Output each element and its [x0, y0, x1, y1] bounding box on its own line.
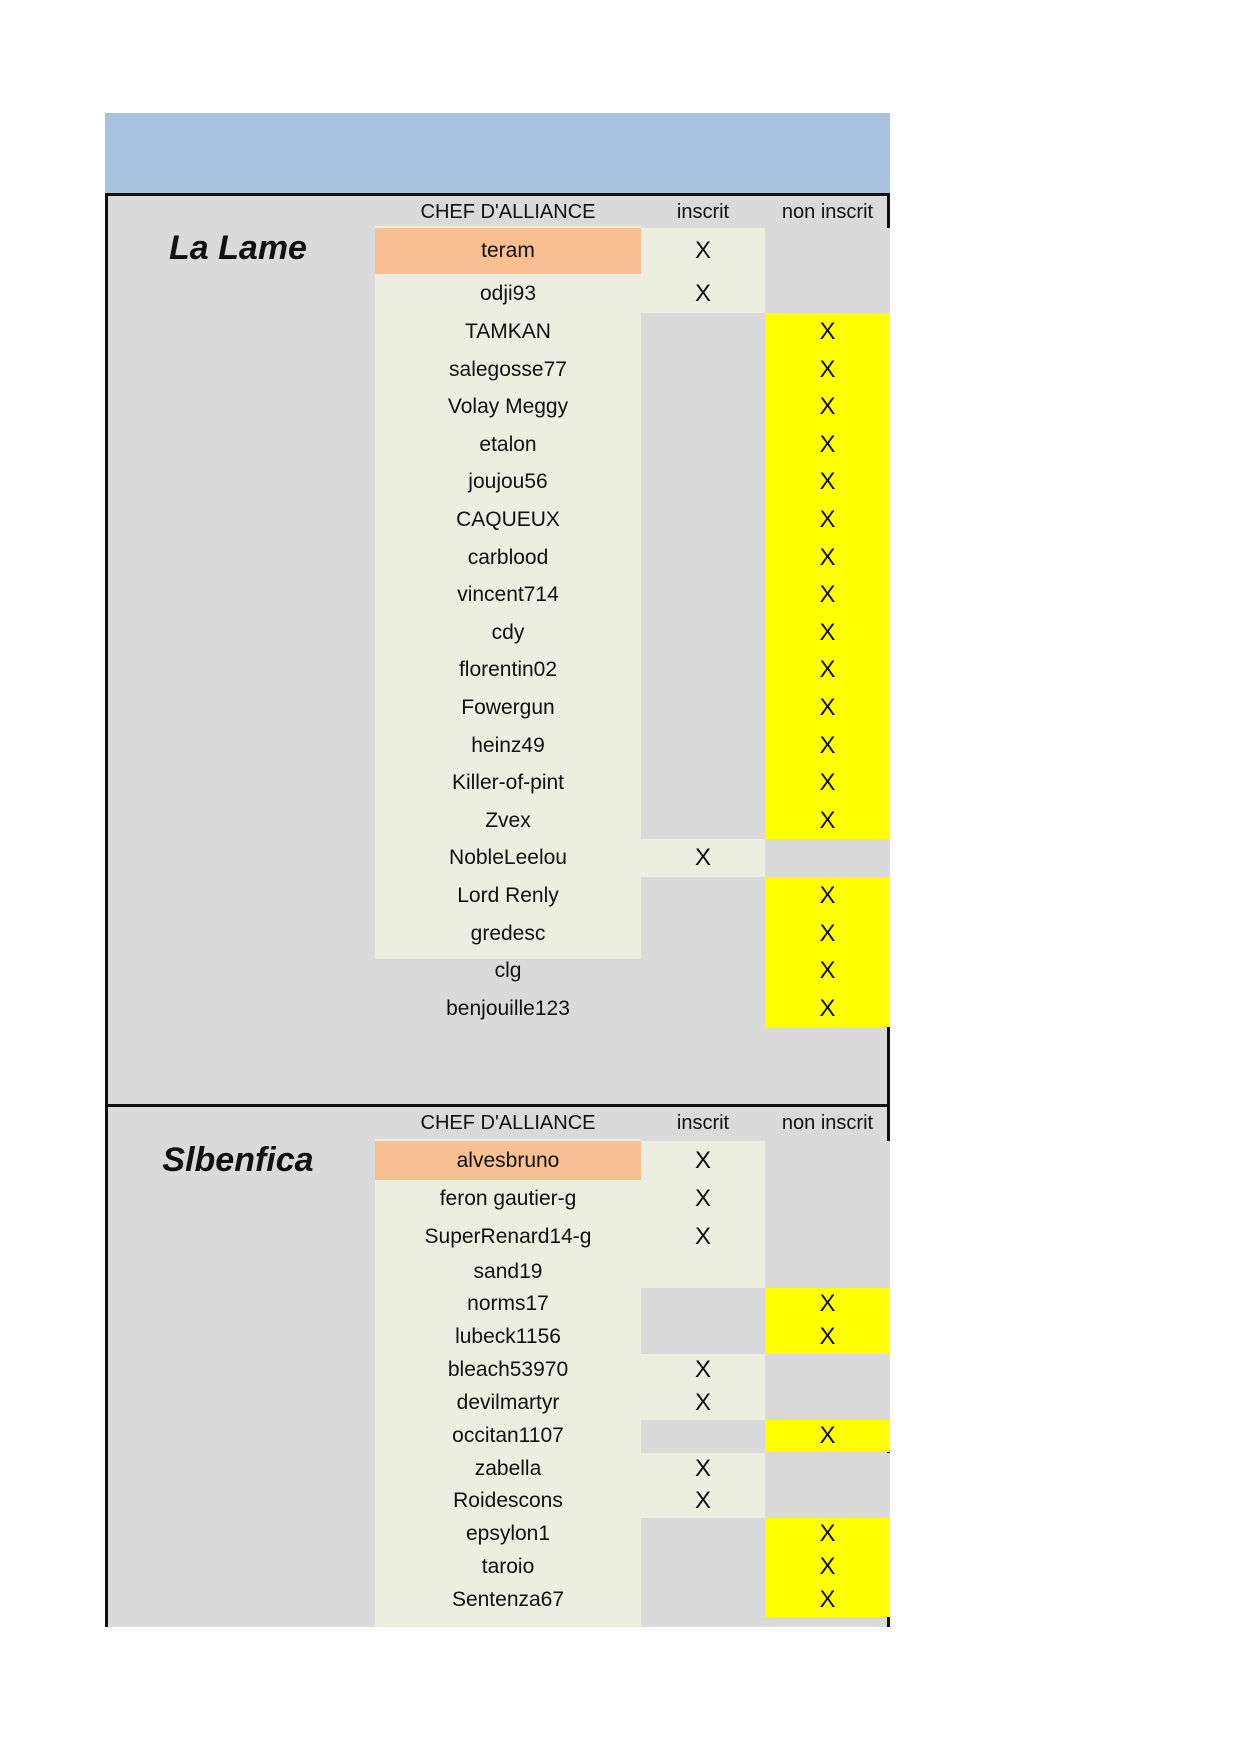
inscrit-cell: X	[641, 1485, 765, 1518]
inscrit-cell	[641, 764, 765, 802]
member-name: benjouille123	[446, 996, 570, 1020]
non-inscrit-cell: X	[765, 1518, 890, 1551]
non-inscrit-cell: X	[765, 727, 890, 765]
non-inscrit-cell	[765, 228, 890, 274]
inscrit-cell: X	[641, 1354, 765, 1387]
non-inscrit-cell: X	[765, 651, 890, 689]
non-inscrit-cell: X	[765, 313, 890, 351]
non-inscrit-cell: X	[765, 952, 890, 990]
non-inscrit-cell: X	[765, 915, 890, 953]
member-name: lubeck1156	[455, 1324, 561, 1348]
member-name: vincent714	[457, 583, 559, 607]
non-inscrit-cell: X	[765, 351, 890, 389]
alliance-section-slbenfica	[105, 1107, 890, 1627]
inscrit-cell: X	[641, 1453, 765, 1486]
header-non-inscrit: non inscrit	[781, 1112, 874, 1134]
member-name: gredesc	[470, 921, 546, 945]
inscrit-cell	[641, 463, 765, 501]
member-name: TAMKAN	[465, 320, 551, 343]
non-inscrit-cell	[765, 1485, 890, 1518]
non-inscrit-cell: X	[765, 1420, 890, 1453]
inscrit-cell	[641, 651, 765, 689]
non-inscrit-cell: X	[765, 1321, 890, 1354]
inscrit-cell: X	[641, 1387, 765, 1420]
member-name: feron gautier-g	[439, 1187, 577, 1210]
inscrit-cell	[641, 1288, 765, 1321]
member-name: salegosse77	[449, 357, 567, 381]
member-name: Fowergun	[461, 696, 555, 719]
inscrit-cell: X	[641, 1218, 765, 1255]
member-name: epsylon1	[465, 1522, 551, 1546]
member-name: Killer-of-pint	[451, 771, 565, 795]
header-non-inscrit: non inscrit	[781, 201, 874, 223]
inscrit-cell	[641, 1584, 765, 1617]
inscrit-cell	[641, 990, 765, 1028]
inscrit-cell	[641, 388, 765, 426]
non-inscrit-cell: X	[765, 426, 890, 464]
inscrit-cell	[641, 1551, 765, 1584]
inscrit-cell	[641, 1420, 765, 1453]
header-band	[105, 113, 890, 193]
inscrit-cell	[641, 952, 765, 990]
member-name: Sentenza67	[451, 1588, 565, 1612]
non-inscrit-cell: X	[765, 1584, 890, 1617]
member-name: devilmartyr	[456, 1390, 560, 1414]
inscrit-cell	[641, 1321, 765, 1354]
member-name: Lord Renly	[457, 884, 559, 907]
chief-name: alvesbruno	[375, 1141, 641, 1180]
inscrit-cell: X	[641, 274, 765, 313]
non-inscrit-cell: X	[765, 1551, 890, 1584]
non-inscrit-cell: X	[765, 1288, 890, 1321]
non-inscrit-cell: X	[765, 877, 890, 915]
member-name: florentin02	[458, 658, 558, 682]
inscrit-cell	[641, 351, 765, 389]
inscrit-cell	[641, 576, 765, 614]
inscrit-cell	[641, 313, 765, 351]
member-name: norms17	[467, 1292, 549, 1315]
member-name: Zvex	[485, 808, 531, 832]
inscrit-cell	[641, 1518, 765, 1551]
inscrit-cell	[641, 877, 765, 915]
member-name: bleach53970	[447, 1357, 569, 1381]
non-inscrit-cell	[765, 1354, 890, 1387]
non-inscrit-cell	[765, 1180, 890, 1218]
header-inscrit: inscrit	[676, 201, 730, 223]
non-inscrit-cell	[765, 1453, 890, 1486]
inscrit-cell	[641, 727, 765, 765]
non-inscrit-cell	[765, 1141, 890, 1180]
non-inscrit-cell: X	[765, 689, 890, 727]
inscrit-cell	[641, 689, 765, 727]
member-name: carblood	[467, 545, 549, 569]
non-inscrit-cell	[765, 1255, 890, 1288]
alliance-name: La Lame	[169, 229, 307, 267]
inscrit-cell: X	[641, 1141, 765, 1180]
header-chef-alliance: CHEF D'ALLIANCE	[420, 201, 596, 223]
inscrit-cell: X	[641, 228, 765, 274]
member-name: sand19	[473, 1260, 543, 1283]
member-name: SuperRenard14-g	[424, 1225, 592, 1248]
inscrit-cell	[641, 539, 765, 577]
member-name: occitan1107	[452, 1423, 564, 1447]
header-chef-alliance: CHEF D'ALLIANCE	[420, 1112, 596, 1134]
member-name: heinz49	[471, 733, 545, 757]
member-name: clg	[494, 959, 522, 983]
non-inscrit-cell: X	[765, 501, 890, 539]
non-inscrit-cell	[765, 1387, 890, 1420]
member-name: CAQUEUX	[456, 508, 560, 531]
non-inscrit-cell: X	[765, 614, 890, 652]
inscrit-cell	[641, 802, 765, 840]
member-name: Volay Meggy	[447, 395, 569, 419]
inscrit-cell	[641, 426, 765, 464]
member-name: zabella	[474, 1456, 542, 1480]
non-inscrit-cell: X	[765, 764, 890, 802]
alliance-section-la-lame	[105, 193, 890, 1107]
header-inscrit: inscrit	[676, 1112, 730, 1134]
non-inscrit-cell: X	[765, 539, 890, 577]
inscrit-cell	[641, 501, 765, 539]
non-inscrit-cell	[765, 1218, 890, 1255]
alliance-name: Slbenfica	[162, 1141, 314, 1179]
member-name: taroio	[481, 1555, 535, 1579]
member-name: odji93	[479, 282, 537, 305]
non-inscrit-cell: X	[765, 576, 890, 614]
member-name: joujou56	[468, 470, 548, 494]
non-inscrit-cell	[765, 839, 890, 877]
member-name: Roidescons	[453, 1489, 563, 1513]
inscrit-cell	[641, 915, 765, 953]
chief-name: teram	[375, 228, 641, 274]
member-name: cdy	[491, 620, 525, 644]
inscrit-cell	[641, 1255, 765, 1288]
non-inscrit-cell: X	[765, 463, 890, 501]
non-inscrit-cell: X	[765, 990, 890, 1028]
member-name: etalon	[479, 432, 537, 456]
non-inscrit-cell: X	[765, 802, 890, 840]
non-inscrit-cell	[765, 274, 890, 313]
inscrit-cell: X	[641, 1180, 765, 1218]
inscrit-cell: X	[641, 839, 765, 877]
inscrit-cell	[641, 614, 765, 652]
non-inscrit-cell: X	[765, 388, 890, 426]
member-name: NobleLeelou	[449, 846, 567, 870]
